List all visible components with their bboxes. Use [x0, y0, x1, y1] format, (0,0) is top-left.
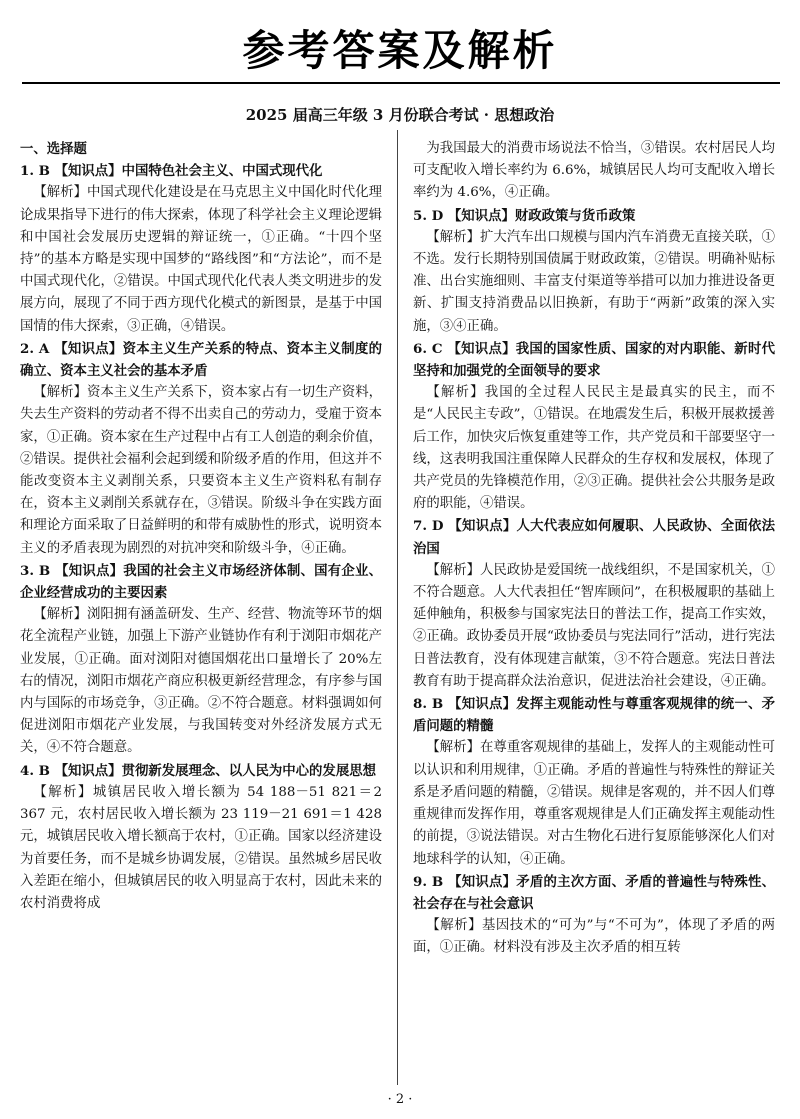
answer-head: 7. D 【知识点】人大代表应如何履职、人民政协、全面依法治国 [413, 518, 775, 557]
answer-item-7 [413, 515, 775, 693]
answer-continuation: 为我国最大的消费市场说法不恰当，③错误。农村居民人均可支配收入增长率约为 6.6%，城镇居民人均可支配收入增长率约为 4.6%，④正确。 [413, 141, 775, 201]
answer-head: 4. B 【知识点】贯彻新发展理念、以人民为中心的发展思想 [20, 762, 376, 779]
left-column [20, 138, 382, 1088]
answer-item-1 [20, 160, 382, 338]
answer-head: 3. B 【知识点】我国的社会主义市场经济体制、国有企业、企业经营成功的主要因素 [20, 562, 382, 602]
answer-body: 【解析】我国的全过程人民民主是最真实的民主，而不是“人民民主专政”，①错误。在地震发生后，积极开展救援善后工作，加快灾后恢复重建等工作，共产党员和干部要坚守一线，这表明我国注重保障人民群众的生存权和发展权，体现了共产党员的先锋模范作用，②③正确。提供社会公共服务是政府的职能，④错误。 [413, 385, 775, 512]
right-column [413, 138, 775, 1088]
answer-head: 9. B 【知识点】矛盾的主次方面、矛盾的普遍性与特殊性、社会存在与社会意识 [413, 873, 775, 912]
answer-body: 【解析】基因技术的“可为”与“不可为”，体现了矛盾的两面，①正确。材料没有涉及主次矛盾的相互转 [413, 918, 775, 956]
exam-subtitle: 2025 届高三年级 3 月份联合考试 · 思想政治 [245, 106, 555, 124]
answer-head: 2. A 【知识点】资本主义生产关系的特点、资本主义制度的确立、资本主义社会的基本矛盾 [20, 340, 382, 380]
answer-item-9 [413, 871, 775, 960]
answer-item-5 [413, 205, 775, 338]
section-heading: 一、选择题 [20, 141, 87, 157]
answer-item-6 [413, 338, 775, 516]
page-number: · 2 · [387, 1092, 413, 1107]
answer-head: 6. C 【知识点】我国的国家性质、国家的对内职能、新时代坚持和加强党的全面领导的要求 [413, 340, 775, 380]
title-divider [22, 82, 780, 84]
answer-item-4 [20, 760, 382, 915]
answer-item-2 [20, 338, 382, 560]
answer-body: 【解析】在尊重客观规律的基础上，发挥人的主观能动性可以认识和利用规律，①正确。矛盾的普遍性与特殊性的辩证关系是矛盾问题的精髓，②错误。规律是客观的，并不因人们尊重规律而发挥作用，尊重客观规律是人们正确发挥主观能动性的前提，③说法错误。对古生物化石进行复原能够深化人们对地球科学的认知，④正确。 [413, 740, 775, 867]
answer-body: 【解析】资本主义生产关系下，资本家占有一切生产资料，失去生产资料的劳动者不得不出卖自己的劳动力，受雇于资本家，①正确。资本家在生产过程中占有工人创造的剩余价值，②错误。提供社会福利会起到缓和阶级矛盾的作用，但这并不能改变资本主义剥削关系，只要资本主义生产资料私有制存在，资本主义剥削关系就存在，③错误。阶级斗争在实践方面和理论方面采取了日益鲜明的和带有威胁性的形式，说明资本主义的矛盾表现为剧烈的对抗冲突和阶级斗争，④正确。 [20, 385, 382, 556]
answer-head: 8. B 【知识点】发挥主观能动性与尊重客观规律的统一、矛盾问题的精髓 [413, 696, 775, 735]
answer-body: 【解析】浏阳拥有涵盖研发、生产、经营、物流等环节的烟花全流程产业链，加强上下游产业链协作有利于浏阳市烟花产业发展，①正确。面对浏阳对德国烟花出口量增长了 20%左右的情况，浏阳市烟花产商应积极更新经营理念，有序参与国内与国际的市场竞争，③正确。②不符合题意。材料强调如何促进浏阳市烟花产业发展，与我国转变对外经济发展方式无关，④不符合题意。 [20, 607, 382, 756]
answer-body: 【解析】人民政协是爱国统一战线组织，不是国家机关，①不符合题意。人大代表担任“智库顾问”，在积极履职的基础上延伸触角，积极参与国家宪法日的普法工作，提高工作实效，②正确。政协委员开展“政协委员与宪法同行”活动，进行宪法日普法教育，没有体现建言献策，③不符合题意。宪法日普法教育有助于提高群众法治意识，促进法治社会建设，④正确。 [413, 562, 775, 689]
column-divider [397, 130, 398, 1085]
answer-body: 【解析】扩大汽车出口规模与国内汽车消费无直接关联，①不选。发行长期特别国债属于财政政策，②错误。明确补贴标准、出台实施细则、丰富支付渠道等举措可以加力推进设备更新、扩围支持消费品以旧换新，有助于“两新”政策的深入实施，③④正确。 [413, 229, 775, 334]
answer-head: 5. D 【知识点】财政政策与货币政策 [413, 207, 636, 224]
page-title: 参考答案及解析 [242, 26, 558, 75]
answer-body: 【解析】城镇居民收入增长额为 54 188－51 821＝2 367 元，农村居民收入增长额为 23 119－21 691＝1 428 元，城镇居民收入增长额高于农村，①正确。国家以经济建设为首要任务，而不是城乡协调发展，②错误。虽然城乡居民收入差距在缩小，但城镇居民的收入明显高于农村，因此未来的农村消费将成 [20, 784, 382, 911]
answer-body: 【解析】中国式现代化建设是在马克思主义中国化时代化理论成果指导下进行的伟大探索，体现了科学社会主义理论逻辑和中国社会发展历史逻辑的辩证统一，①正确。“十四个坚持”的基本方略是实现中国梦的“路线图”和“方法论”，而不是中国式现代化，②错误。中国式现代化代表人类文明进步的发展方向，展现了不同于西方现代化模式的新图景，是基于中国国情的伟大探索，③正确，④错误。 [20, 185, 382, 334]
answer-item-3 [20, 560, 382, 760]
answer-head: 1. B 【知识点】中国特色社会主义、中国式现代化 [20, 163, 323, 180]
answer-item-8 [413, 693, 775, 871]
